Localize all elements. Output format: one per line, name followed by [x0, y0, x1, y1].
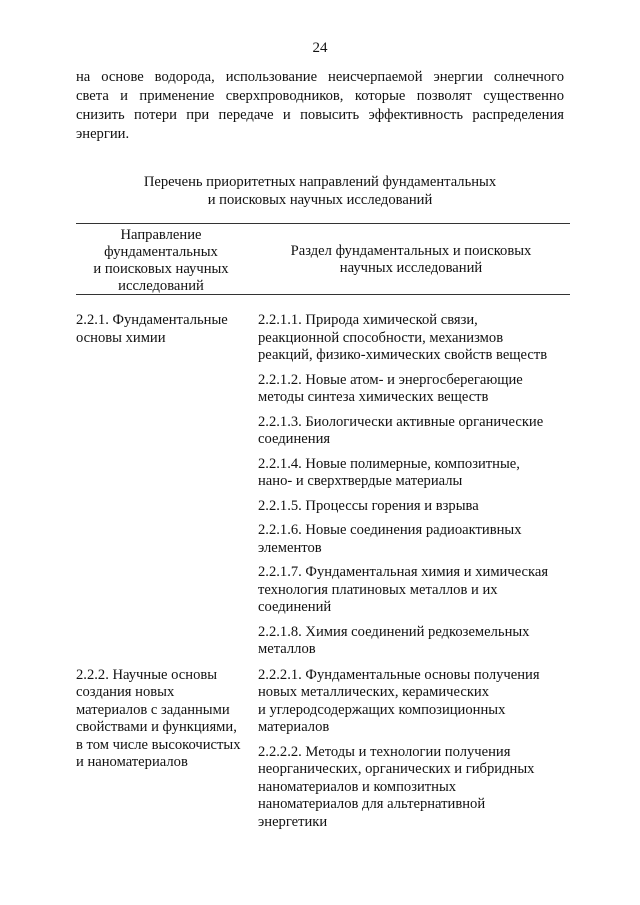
section-line: 2.2.2.2. Методы и технологии получения: [258, 743, 511, 760]
section-line: и углеродсодержащих композиционных: [258, 701, 506, 718]
research-direction: [76, 312, 258, 659]
section-line: элементов: [258, 539, 322, 556]
section-line: реакций, физико-химических свойств веществ: [258, 347, 548, 363]
research-sections: [258, 312, 570, 659]
direction-line: материалов с заданными: [76, 701, 230, 718]
section-line: 2.2.1.2. Новые атом- и энергосберегающие: [258, 371, 523, 388]
direction-line: 2.2.2. Научные основы: [76, 666, 218, 683]
research-section: [258, 414, 570, 449]
intro-paragraph: [76, 68, 564, 144]
section-line: реакционной способности, механизмов: [258, 329, 504, 346]
section-line: наноматериалов для альтернативной: [258, 796, 486, 812]
direction-line: свойствами и функциями,: [76, 719, 237, 735]
section-line: новых металлических, керамических: [258, 684, 490, 700]
research-section: [258, 522, 570, 557]
research-direction: [76, 667, 258, 832]
intro-line: энергии.: [76, 126, 130, 142]
page-number: 24: [312, 40, 328, 56]
research-section: [258, 372, 570, 407]
table-title-line: и поисковых научных исследований: [207, 192, 433, 208]
header-line: исследований: [118, 278, 204, 294]
table-header-rule: [76, 294, 570, 295]
table-row: [76, 312, 570, 659]
header-line: научных исследований: [339, 260, 483, 276]
column-header-direction: [76, 227, 246, 295]
direction-line: и наноматериалов: [76, 754, 188, 770]
section-line: 2.2.2.1. Фундаментальные основы получения: [258, 666, 540, 683]
direction-line: в том числе высокочистых: [76, 736, 241, 753]
intro-line: на основе водорода, использование неисчерпаемой энергии солнечного: [76, 69, 564, 85]
direction-line: создания новых: [76, 684, 175, 700]
table-title-line: Перечень приоритетных направлений фундаментальных: [143, 174, 497, 190]
intro-line: света и применение сверхпроводников, которые позволят существенно: [76, 88, 564, 104]
section-line: 2.2.1.7. Фундаментальная химия и химическая: [258, 564, 549, 580]
section-line: методы синтеза химических веществ: [258, 389, 489, 405]
section-line: соединения: [258, 431, 331, 447]
table-row: [76, 667, 570, 832]
section-line: металлов: [258, 641, 316, 657]
section-line: технология платиновых металлов и их: [258, 581, 498, 598]
direction-line: 2.2.1. Фундаментальные: [76, 312, 228, 328]
section-line: энергетики: [258, 813, 328, 830]
direction-line: основы химии: [76, 329, 166, 346]
table-body: [76, 312, 570, 831]
research-section: [258, 744, 570, 832]
section-line: наноматериалов и композитных: [258, 778, 457, 795]
section-line: 2.2.1.4. Новые полимерные, композитные,: [258, 455, 520, 472]
table-top-rule: [76, 223, 570, 224]
section-line: материалов: [258, 719, 330, 735]
research-section: [258, 624, 570, 659]
section-line: нано- и сверхтвердые материалы: [258, 473, 463, 489]
research-section: [258, 312, 570, 365]
section-line: 2.2.1.8. Химия соединений редкоземельных: [258, 623, 530, 640]
research-section: [258, 564, 570, 617]
section-line: неорганических, органических и гибридных: [258, 761, 535, 777]
header-line: и поисковых научных: [93, 261, 229, 277]
header-line: Раздел фундаментальных и поисковых: [290, 243, 532, 259]
column-header-section: [256, 243, 566, 277]
research-section: [258, 667, 570, 737]
section-line: 2.2.1.3. Биологически активные органические: [258, 413, 544, 430]
section-line: 2.2.1.1. Природа химической связи,: [258, 312, 478, 328]
research-section: [258, 498, 570, 516]
header-line: Направление: [120, 227, 202, 243]
intro-line: снизить потери при передаче и повысить эффективность распределения: [76, 107, 564, 123]
section-line: 2.2.1.5. Процессы горения и взрыва: [258, 497, 479, 514]
section-line: 2.2.1.6. Новые соединения радиоактивных: [258, 522, 522, 538]
research-section: [258, 456, 570, 491]
section-line: соединений: [258, 599, 332, 615]
research-sections: [258, 667, 570, 832]
table-title: [76, 173, 564, 209]
header-line: фундаментальных: [104, 244, 218, 260]
